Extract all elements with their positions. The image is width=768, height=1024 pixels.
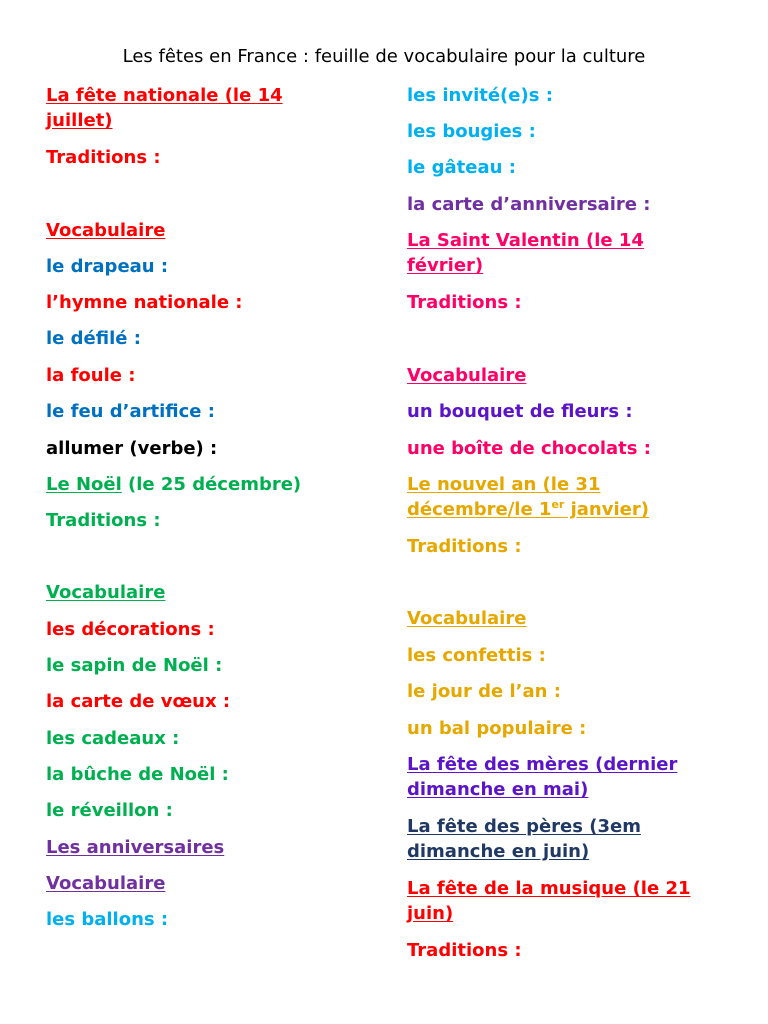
- nouvel-an-vocab-heading: Vocabulaire: [407, 608, 527, 629]
- vocab-item: allumer (verbe) :: [46, 438, 218, 459]
- noel-heading-rest: (le 25 décembre): [121, 474, 302, 495]
- saint-valentin-heading-line1: La Saint Valentin (le 14: [407, 230, 644, 251]
- vocab-item: la carte de vœux :: [46, 691, 231, 712]
- vocab-item: la carte d’anniversaire :: [407, 194, 651, 215]
- nouvel-an-heading-line2: [407, 497, 649, 522]
- nouvel-an-heading-date: décembre/le 1: [407, 499, 552, 520]
- vocab-item: l’hymne nationale :: [46, 292, 243, 313]
- fete-nationale-heading-line1: La fête nationale (le 14: [46, 85, 283, 106]
- noel-heading-underlined: Le Noël: [46, 474, 122, 495]
- anniversaires-heading: Les anniversaires: [46, 837, 225, 858]
- nouvel-an-traditions: Traditions :: [407, 536, 522, 557]
- saint-valentin-vocab-heading: Vocabulaire: [407, 365, 527, 386]
- fete-nationale-vocab-heading: Vocabulaire: [46, 220, 166, 241]
- vocab-item: le défilé :: [46, 328, 141, 349]
- vocab-item: le drapeau :: [46, 256, 169, 277]
- saint-valentin-traditions: Traditions :: [407, 292, 522, 313]
- vocab-item: le jour de l’an :: [407, 681, 561, 702]
- fete-meres-heading-line2: dimanche en mai): [407, 779, 589, 800]
- fete-nationale-traditions: Traditions :: [46, 147, 161, 168]
- vocab-item: une boîte de chocolats :: [407, 438, 651, 459]
- vocab-item: le feu d’artifice :: [46, 401, 215, 422]
- noel-traditions: Traditions :: [46, 510, 161, 531]
- page-title: Les fêtes en France : feuille de vocabulaire pour la culture: [122, 46, 646, 67]
- vocab-item: les cadeaux :: [46, 728, 180, 749]
- fete-musique-heading-line2: juin): [407, 903, 454, 924]
- fete-musique-heading-line1: La fête de la musique (le 21: [407, 878, 691, 899]
- fete-meres-heading-line1: La fête des mères (dernier: [407, 754, 678, 775]
- vocab-item: le sapin de Noël :: [46, 655, 223, 676]
- vocab-item: les ballons :: [46, 909, 169, 930]
- noel-heading: [46, 472, 301, 497]
- vocab-item: un bal populaire :: [407, 718, 587, 739]
- fete-peres-heading-line2: dimanche en juin): [407, 841, 590, 862]
- anniversaires-vocab-heading: Vocabulaire: [46, 873, 166, 894]
- noel-vocab-heading: Vocabulaire: [46, 582, 166, 603]
- vocab-item: la bûche de Noël :: [46, 764, 229, 785]
- fete-peres-heading-line1: La fête des pères (3em: [407, 816, 641, 837]
- nouvel-an-heading-sup: er: [551, 498, 565, 511]
- nouvel-an-heading-line1: Le nouvel an (le 31: [407, 474, 601, 495]
- vocab-item: les décorations :: [46, 619, 215, 640]
- fete-nationale-heading-line2: juillet): [46, 110, 113, 131]
- vocab-item: les confettis :: [407, 645, 546, 666]
- nouvel-an-heading-rest: janvier): [564, 499, 649, 520]
- vocab-item: la foule :: [46, 365, 136, 386]
- saint-valentin-heading-line2: février): [407, 255, 484, 276]
- vocab-item: les bougies :: [407, 121, 536, 142]
- vocab-item: les invité(e)s :: [407, 85, 553, 106]
- vocab-item: un bouquet de fleurs :: [407, 401, 633, 422]
- vocab-item: le réveillon :: [46, 800, 173, 821]
- vocab-item: le gâteau :: [407, 157, 516, 178]
- fete-musique-traditions: Traditions :: [407, 940, 522, 961]
